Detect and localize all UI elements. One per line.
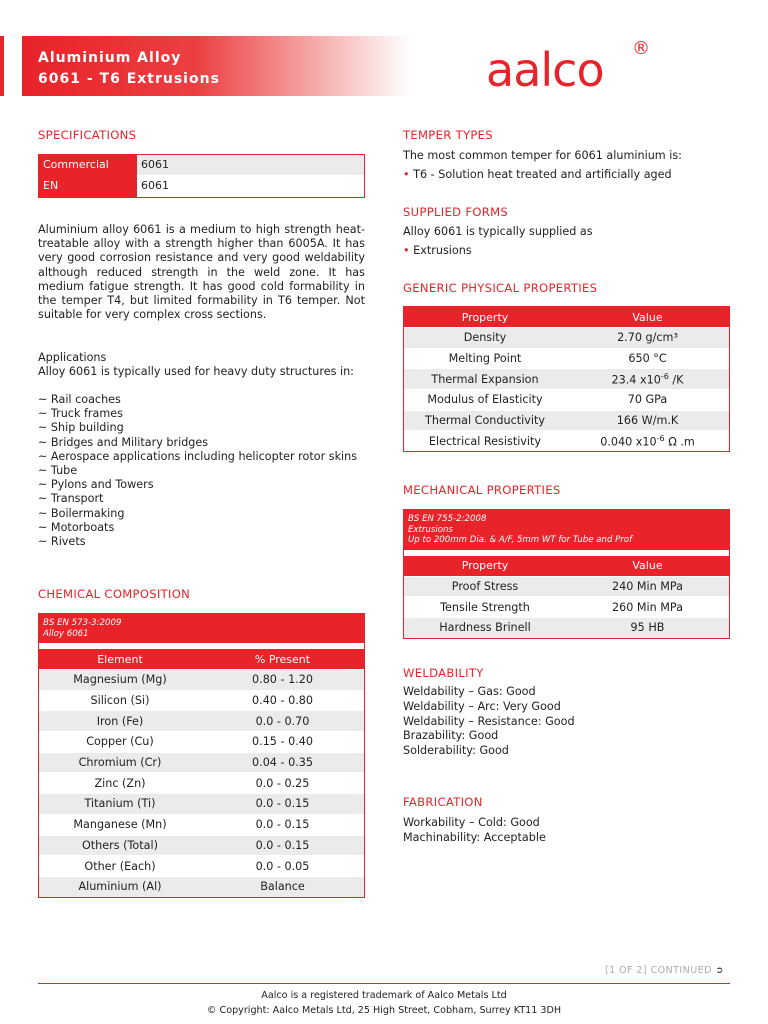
specifications-table bbox=[38, 154, 365, 198]
list-item: ~ Tube bbox=[38, 464, 78, 478]
chemical-caption bbox=[39, 614, 364, 649]
temper-intro: The most common temper for 6061 aluminium is: bbox=[403, 149, 682, 162]
weldability-line: Weldability – Resistance: Good bbox=[403, 714, 575, 728]
spec-value: 6061 bbox=[137, 176, 364, 197]
specifications-title: SPECIFICATIONS bbox=[38, 128, 137, 142]
col-property: Property bbox=[461, 559, 509, 572]
table-cell-label: Melting Point bbox=[448, 352, 522, 366]
table-cell-label: Aluminium (Al) bbox=[78, 880, 162, 894]
edge-accent-bar bbox=[0, 36, 4, 96]
physical-properties-title: GENERIC PHYSICAL PROPERTIES bbox=[403, 281, 598, 295]
continue-arrow-icon: ➲ bbox=[715, 965, 724, 976]
table-cell-label: Tensile Strength bbox=[440, 600, 530, 614]
table-cell-value: 166 W/m.K bbox=[616, 414, 679, 428]
col-value: Value bbox=[632, 310, 663, 324]
list-item: ~ Pylons and Towers bbox=[38, 478, 154, 492]
table-cell-label: Electrical Resistivity bbox=[428, 434, 542, 448]
table-cell-value: 0.04 - 0.35 bbox=[252, 756, 313, 770]
spec-row bbox=[39, 176, 364, 197]
description-paragraph: Aluminium alloy 6061 is a medium to high strength heat-treatable alloy with a strength higher than 6005A. It has very good corrosion resistance and very good weldability although reduced strength in the weld zone. It has medium fatigue strength. It has good cold formability in the temper T4, but limited formability in T6 temper. Not suitable for very complex cross sections. bbox=[38, 223, 365, 322]
table-cell-value: 0.15 - 0.40 bbox=[252, 735, 313, 749]
table-cell-value: Balance bbox=[260, 880, 305, 894]
table-cell-label: Thermal Expansion bbox=[431, 372, 539, 386]
chemical-alloy: Alloy 6061 bbox=[43, 628, 89, 639]
mechanical-body bbox=[404, 576, 729, 638]
chemical-composition-table bbox=[38, 613, 365, 898]
table-cell-value: 260 Min MPa bbox=[611, 600, 684, 614]
table-row bbox=[39, 772, 364, 793]
table-cell-label: Proof Stress bbox=[451, 579, 519, 593]
chemical-body bbox=[39, 669, 364, 897]
supplied-intro: Alloy 6061 is typically supplied as bbox=[403, 225, 593, 238]
weldability-line: Weldability – Gas: Good bbox=[403, 685, 536, 698]
page-continued-link[interactable] bbox=[605, 965, 724, 976]
list-item: ~ Rivets bbox=[38, 535, 86, 549]
fabrication-line: Workability – Cold: Good bbox=[403, 816, 540, 829]
registered-mark: ® bbox=[632, 38, 650, 59]
applications-heading: Applications bbox=[38, 351, 107, 364]
table-cell-label: Titanium (Ti) bbox=[84, 797, 156, 811]
bullet-dot: • bbox=[403, 244, 410, 257]
logo-wordmark: aalco bbox=[486, 43, 604, 97]
table-row bbox=[39, 835, 364, 856]
table-cell-value: 23.4 $x10^{-6}$ /K bbox=[611, 371, 684, 387]
table-row bbox=[404, 430, 729, 451]
applications-intro: Alloy 6061 is typically used for heavy duty structures in: bbox=[38, 365, 354, 378]
applications-list bbox=[38, 393, 365, 549]
table-cell-value: 240 Min MPa bbox=[611, 579, 684, 593]
table-cell-label: Zinc (Zn) bbox=[94, 776, 146, 790]
title-line-2: 6061 - T6 Extrusions bbox=[38, 71, 220, 87]
table-row bbox=[39, 752, 364, 773]
col-value: Value bbox=[632, 559, 663, 572]
table-cell-label: Chromium (Cr) bbox=[78, 756, 162, 770]
mechanical-header-row bbox=[404, 556, 729, 576]
temper-types-title: TEMPER TYPES bbox=[403, 128, 493, 142]
table-cell-label: Manganese (Mn) bbox=[73, 818, 167, 832]
table-cell-label: Magnesium (Mg) bbox=[73, 673, 167, 687]
chemical-composition-title: CHEMICAL COMPOSITION bbox=[38, 587, 191, 601]
table-cell-value: 0.040 $x10^{-6}$ Ω .m bbox=[600, 433, 695, 449]
footer-copyright: © Copyright: Aalco Metals Ltd, 25 High Street, Cobham, Surrey KT11 3DH bbox=[206, 1005, 562, 1016]
table-row bbox=[39, 793, 364, 814]
chemical-standard: BS EN 573-3:2009 bbox=[43, 618, 122, 628]
supplied-bullet-text: Extrusions bbox=[413, 244, 472, 257]
list-item: ~ Truck frames bbox=[38, 407, 123, 421]
footer-divider bbox=[38, 983, 730, 984]
list-item: ~ Ship building bbox=[38, 421, 124, 435]
title-banner bbox=[22, 36, 410, 96]
spec-key: Commercial bbox=[39, 155, 137, 176]
mechanical-form: Extrusions bbox=[408, 524, 453, 535]
table-cell-label: Copper (Cu) bbox=[86, 735, 154, 749]
col-element: Element bbox=[97, 652, 143, 666]
table-row bbox=[39, 814, 364, 835]
fabrication-list bbox=[403, 816, 546, 846]
aalco-logo bbox=[486, 40, 656, 100]
footer-trademark: Aalco is a registered trademark of Aalco Metals Ltd bbox=[261, 990, 507, 1001]
table-row bbox=[39, 855, 364, 876]
table-cell-value: 0.0 - 0.05 bbox=[255, 859, 310, 873]
table-row bbox=[404, 596, 729, 617]
table-cell-value: 0.40 - 0.80 bbox=[252, 694, 313, 708]
table-cell-value: 0.0 - 0.70 bbox=[255, 714, 310, 728]
fabrication-line: Machinability: Acceptable bbox=[403, 830, 546, 844]
fabrication-title: FABRICATION bbox=[403, 795, 483, 809]
table-cell-value: 0.0 - 0.15 bbox=[255, 818, 310, 832]
table-row bbox=[404, 576, 729, 597]
list-item: ~ Motorboats bbox=[38, 520, 115, 534]
supplied-forms-title: SUPPLIED FORMS bbox=[403, 205, 509, 219]
table-row bbox=[404, 348, 729, 369]
table-row bbox=[404, 389, 729, 410]
table-row bbox=[404, 410, 729, 431]
table-row bbox=[39, 669, 364, 690]
chemical-header-row bbox=[39, 649, 364, 669]
physical-properties-table bbox=[403, 306, 730, 452]
mechanical-caption bbox=[404, 510, 729, 556]
table-cell-label: Thermal Conductivity bbox=[425, 414, 545, 428]
mechanical-size-note: Up to 200mm Dia. & A/F, 5mm WT for Tube and Prof bbox=[408, 535, 633, 545]
list-item: ~ Aerospace applications including helicopter rotor skins bbox=[38, 449, 358, 463]
table-cell-value: 70 GPa bbox=[627, 393, 668, 407]
table-cell-label: Iron (Fe) bbox=[96, 714, 144, 728]
weldability-line: Solderability: Good bbox=[403, 744, 509, 758]
mechanical-properties-table bbox=[403, 509, 730, 639]
table-row bbox=[404, 327, 729, 348]
spec-row bbox=[39, 155, 364, 176]
table-cell-label: Others (Total) bbox=[81, 838, 158, 852]
col-present: % Present bbox=[254, 652, 311, 666]
table-cell-value: 0.0 - 0.15 bbox=[255, 797, 310, 811]
supplied-bullet bbox=[403, 244, 472, 259]
table-cell-value: 2.70 g/cm³ bbox=[617, 331, 678, 345]
table-row bbox=[39, 690, 364, 711]
table-cell-value: 650 °C bbox=[628, 352, 667, 366]
temper-bullet bbox=[403, 168, 672, 183]
spec-value: 6061 bbox=[137, 155, 364, 176]
spec-key: EN bbox=[39, 176, 137, 197]
col-property: Property bbox=[461, 310, 509, 324]
physical-body bbox=[404, 327, 729, 451]
weldability-list bbox=[403, 685, 575, 759]
list-item: ~ Boilermaking bbox=[38, 506, 125, 520]
table-cell-label: Hardness Brinell bbox=[439, 621, 531, 635]
weldability-line: Weldability – Arc: Very Good bbox=[403, 699, 561, 713]
table-cell-value: 95 HB bbox=[630, 621, 665, 635]
table-cell-label: Density bbox=[463, 331, 507, 345]
table-row bbox=[404, 617, 729, 638]
list-item: ~ Rail coaches bbox=[38, 393, 121, 406]
page-indicator: [1 OF 2] CONTINUED bbox=[605, 965, 712, 976]
weldability-line: Brazability: Good bbox=[403, 729, 499, 743]
table-cell-label: Other (Each) bbox=[84, 859, 156, 873]
table-cell-value: 0.80 - 1.20 bbox=[252, 673, 313, 687]
table-row bbox=[39, 876, 364, 897]
mechanical-properties-title: MECHANICAL PROPERTIES bbox=[403, 483, 561, 497]
bullet-dot: • bbox=[403, 168, 410, 181]
table-cell-label: Modulus of Elasticity bbox=[427, 393, 543, 407]
mechanical-standard: BS EN 755-2:2008 bbox=[408, 514, 487, 524]
list-item: ~ Bridges and Military bridges bbox=[38, 435, 209, 449]
table-row bbox=[39, 731, 364, 752]
temper-bullet-text: T6 - Solution heat treated and artificially aged bbox=[413, 168, 672, 181]
list-item: ~ Transport bbox=[38, 492, 104, 506]
table-row bbox=[39, 710, 364, 731]
table-cell-value: 0.0 - 0.25 bbox=[255, 776, 310, 790]
table-cell-value: 0.0 - 0.15 bbox=[255, 838, 310, 852]
weldability-title: WELDABILITY bbox=[403, 666, 484, 680]
table-cell-label: Silicon (Si) bbox=[90, 694, 150, 708]
title-line-1: Aluminium Alloy bbox=[38, 50, 182, 66]
table-row bbox=[404, 368, 729, 389]
physical-header-row bbox=[404, 307, 729, 327]
